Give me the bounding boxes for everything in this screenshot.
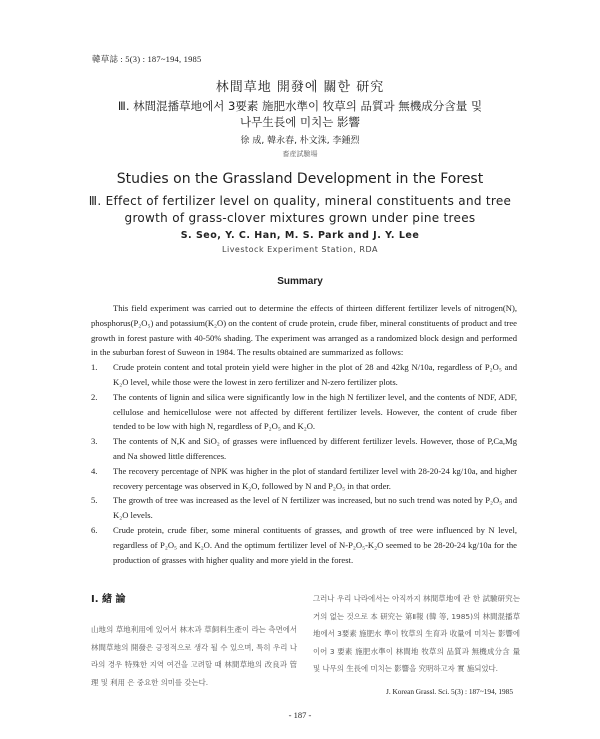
item-text: The contents of lignin and silica were significantly low in the high N fertilizer level, and the contents of NDF, ADF, cellulose and hemicellulose were not affected by different fertilizer levels. However, the content of crude fiber tended to be low with high N, regardless of P₂O₅ and K₂O. <box>113 391 517 432</box>
korean-title: 林間草地 開發에 關한 研究 <box>215 80 385 95</box>
item-text: Crude protein, crude fiber, some mineral contituents of grasses, and growth of tree were influenced by N level, regardless of P₂O₅ and K₂O. And the optimum fertilizer level of N-P₂O₅-K₂O seemed to be 28-20-24 kg/10a for the production of grasses with higher quality and more yield in the forest. <box>113 524 517 565</box>
item-number: 6. <box>91 524 98 535</box>
journal-footnote: J. Korean Grassl. Sci. 5(3) : 187~194, 1985 <box>386 687 513 696</box>
introduction-left-text: 山地의 草地利用에 있어서 林木과 草飼料生產이 라는 측면에서 林間草地의 開發은 긍정적으로 생각 될 수 있으며, 특히 우리 나라의 경우 特殊한 지역 여건을 고려할 때 林間草地의 改良과 管理 및 利用 은 중요한 의미를 갖는다. <box>91 625 297 687</box>
english-affiliation: Livestock Experiment Station, RDA <box>222 245 378 254</box>
journal-citation: 韓草誌 : 5(3) : 187~194, 1985 <box>92 54 202 64</box>
summary-body <box>91 301 517 567</box>
korean-subtitle <box>0 98 600 130</box>
list-item <box>91 434 517 464</box>
section-heading-introduction: Ⅰ. 緖 論 <box>91 594 126 605</box>
item-number: 4. <box>91 465 98 476</box>
right-column <box>313 590 520 678</box>
english-subtitle-line1: Ⅲ. Effect of fertilizer level on quality, mineral constituents and tree <box>88 194 512 208</box>
item-text: The growth of tree was increased as the level of N fertilizer was increased, but no such trend was noted by P₂O₅ and K₂O levels. <box>113 495 517 521</box>
korean-authors: 徐 成, 韓永春, 朴文洙, 李鍾烈 <box>240 136 360 146</box>
korean-affiliation: 畜産試驗場 <box>282 150 318 158</box>
item-text: Crude protein content and total protein yield were higher in the plot of 28 and 42kg N/10a, regardless of P₂O₅ and K₂O level, while those were the lowest in zero fertilizer and N-zero fertilizer plots. <box>113 362 517 387</box>
item-number: 2. <box>91 391 98 402</box>
english-authors: S. Seo, Y. C. Han, M. S. Park and J. Y. Lee <box>180 230 420 241</box>
list-item <box>91 464 517 494</box>
summary-results-list <box>91 360 517 567</box>
korean-subtitle-line1: Ⅲ. 林間混播草地에서 3要素 施肥水準이 牧草의 品質과 無機成分含量 및 <box>117 99 483 113</box>
item-number: 3. <box>91 436 98 447</box>
page-number: - 187 - <box>288 710 312 720</box>
english-subtitle <box>0 193 600 227</box>
summary-intro: This field experiment was carried out to determine the effects of thirteen different fertilizer levels of nitrogen(N), phosphorus(P₂O₅) and potassium(K₂O) on the content of crude protein, crude fiber, mineral constituents of product and tree growth in forest pasture with 40-50% shading. The experiment was arranged as a randomized block design and performed in the suburban forest of Suweon in 1984. The results obtained are summarized as follows: <box>91 303 517 358</box>
summary-heading: Summary <box>277 276 323 287</box>
list-item <box>91 390 517 434</box>
item-text: The recovery percentage of NPK was higher in the plot of standard fertilizer level with 28-20-24 kg/10a, and higher recovery percentage was observed in K₂O, followed by N and P₂O₅ in that order. <box>113 465 517 491</box>
item-number: 1. <box>91 362 98 373</box>
list-item <box>91 523 517 567</box>
english-title: Studies on the Grassland Development in the Forest <box>116 171 484 187</box>
item-text: The contents of N,K and SiO₂ of grasses were influenced by different fertilizer levels. However, those of P,Ca,Mg and Na showed little differences. <box>113 436 517 461</box>
english-subtitle-line2: growth of grass-clover mixtures grown under pine trees <box>124 211 476 225</box>
left-column <box>91 590 297 691</box>
item-number: 5. <box>91 495 98 506</box>
introduction-right-text: 그러나 우리 나라에서는 아직까지 林間草地에 관 한 試驗研究는 거의 없는 것으로 本 研究는 第Ⅱ報 (韓 等, 1985)의 林間混播草地에서 3要素 施肥水 準이 牧草의 生育과 收量에 미치는 影響에 이어 3 要素 施肥水準이 林間地 牧草의 品質과 無機成分含 量 및 나무의 生長에 미치는 影響을 究明하고자 實 施되었다. <box>313 594 520 673</box>
list-item <box>91 360 517 390</box>
korean-subtitle-line2: 나무生長에 미치는 影響 <box>240 115 360 129</box>
list-item <box>91 493 517 523</box>
